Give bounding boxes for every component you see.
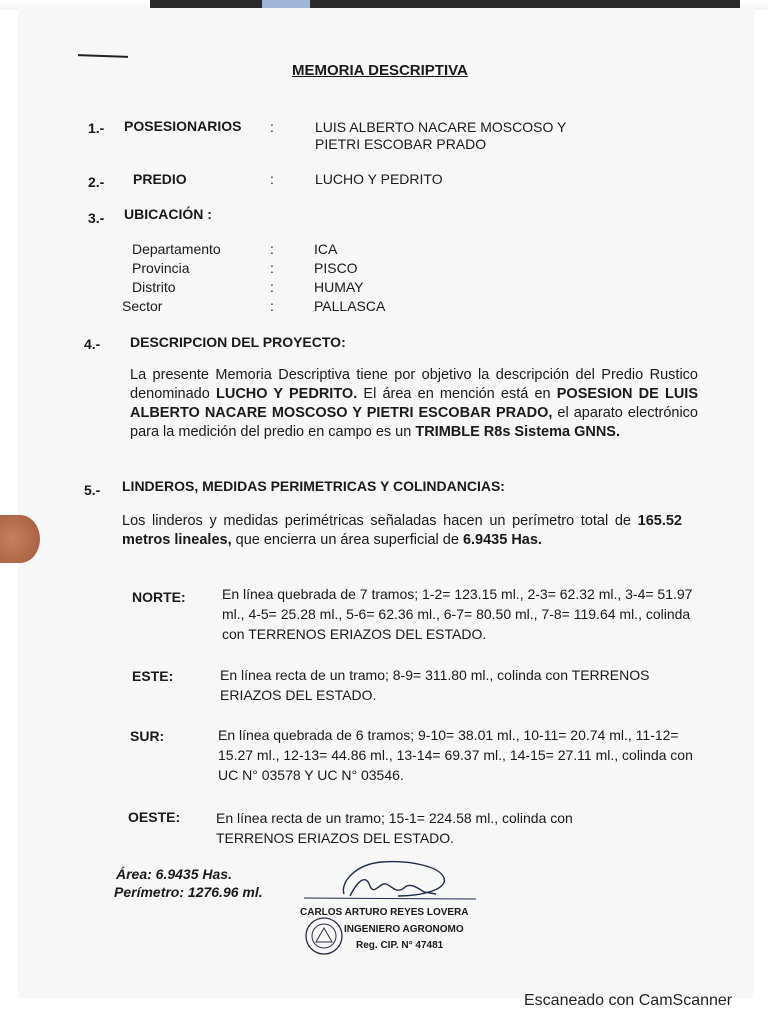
linderos-intro	[122, 512, 682, 550]
este-label: ESTE:	[132, 668, 174, 684]
ubicacion-row-label: Provincia	[132, 260, 190, 276]
section-2-value: LUCHO Y PEDRITO	[315, 171, 443, 187]
section-4-label: DESCRIPCION DEL PROYECTO:	[130, 334, 346, 350]
sur-text: En línea quebrada de 6 tramos; 9-10= 38.01 ml., 10-11= 20.74 ml., 11-12= 15.27 ml., 12-13= 44.86 ml., 13-14= 69.37 ml., 14-15= 27.11 ml., colinda con UC N° 03578 Y UC N° 03546.	[218, 727, 693, 783]
ubicacion-row-value: ICA	[314, 241, 338, 257]
project-description	[130, 366, 698, 442]
project-description-part2: El área en mención está en	[357, 386, 557, 402]
ubicacion-row-colon: :	[270, 298, 274, 314]
summary-area: Área: 6.9435 Has.	[116, 866, 232, 882]
section-5-label: LINDEROS, MEDIDAS PERIMETRICAS Y COLINDANCIAS:	[122, 478, 505, 494]
perimeter-bold: 165.52 metros lineales,	[122, 513, 682, 548]
posesion-bold: POSESION DE LUIS ALBERTO NACARE MOSCOSO Y PIETRI ESCOBAR PRADO,	[130, 386, 698, 421]
oeste-label: OESTE:	[128, 809, 181, 825]
section-1-number: 1.-	[88, 120, 105, 136]
ubicacion-row-value: PISCO	[314, 260, 358, 276]
scanner-watermark: Escaneado con CamScanner	[524, 992, 733, 1009]
section-2-label: PREDIO	[133, 171, 187, 187]
este-text: En línea recta de un tramo; 8-9= 311.80 ml., colinda con TERRENOS ERIAZOS DEL ESTADO.	[220, 667, 650, 703]
section-5-number: 5.-	[84, 482, 101, 498]
section-2-number: 2.-	[88, 174, 105, 190]
finger-edge	[0, 515, 40, 563]
section-4-number: 4.-	[84, 336, 101, 352]
ubicacion-row-colon: :	[270, 260, 274, 276]
ubicacion-row-label: Distrito	[132, 279, 176, 295]
ubicacion-row-label: Sector	[122, 298, 163, 314]
ubicacion-row-label: Departamento	[132, 241, 221, 257]
scan-top-shadow	[150, 0, 740, 8]
document-title: MEMORIA DESCRIPTIVA	[292, 62, 468, 79]
section-3-number: 3.-	[88, 210, 105, 226]
ubicacion-row-colon: :	[270, 241, 274, 257]
section-3-label: UBICACIÓN :	[124, 206, 212, 222]
linderos-intro-c: que encierra un área superficial de	[231, 532, 463, 548]
signer-name: CARLOS ARTURO REYES LOVERA	[300, 907, 469, 918]
ubicacion-row-value: HUMAY	[314, 279, 364, 295]
linderos-intro-a: Los linderos y medidas perimétricas señaladas hacen un perímetro total de	[122, 513, 638, 529]
project-description-part3: el aparato electrónico para la medición del predio en campo es un	[130, 405, 698, 440]
section-1-value-line1: LUIS ALBERTO NACARE MOSCOSO Y	[315, 119, 567, 135]
predio-name-bold: LUCHO Y PEDRITO.	[215, 386, 358, 402]
signer-title: INGENIERO AGRONOMO	[344, 924, 464, 935]
signer-registration: Reg. CIP. N° 47481	[356, 940, 444, 951]
equipment-bold: TRIMBLE R8s Sistema GNNS.	[415, 424, 621, 440]
ubicacion-row-colon: :	[270, 279, 274, 295]
scan-top-object	[262, 0, 310, 8]
norte-label: NORTE:	[132, 589, 186, 605]
section-1-label: POSESIONARIOS	[124, 118, 242, 134]
area-bold: 6.9435 Has.	[462, 532, 542, 548]
oeste-text: En línea recta de un tramo; 15-1= 224.58 ml., colinda con TERRENOS ERIAZOS DEL ESTADO.	[216, 810, 573, 846]
summary-perimeter: Perímetro: 1276.96 ml.	[114, 884, 263, 900]
ubicacion-row-value: PALLASCA	[314, 298, 386, 314]
section-1-value-line2: PIETRI ESCOBAR PRADO	[315, 136, 487, 152]
project-description-part1: La presente Memoria Descriptiva tiene por objetivo la descripción del Predio Rustico denominado	[130, 367, 698, 402]
norte-text: En línea quebrada de 7 tramos; 1-2= 123.15 ml., 2-3= 62.32 ml., 3-4= 51.97 ml., 4-5= 25.28 ml., 5-6= 62.36 ml., 6-7= 80.50 ml., 7-8= 119.64 ml., colinda con TERRENOS ERIAZOS DEL ESTADO.	[222, 586, 693, 642]
section-2-colon: :	[270, 171, 274, 187]
sur-label: SUR:	[130, 728, 165, 744]
document-page	[18, 8, 754, 998]
section-1-colon: :	[270, 119, 274, 135]
